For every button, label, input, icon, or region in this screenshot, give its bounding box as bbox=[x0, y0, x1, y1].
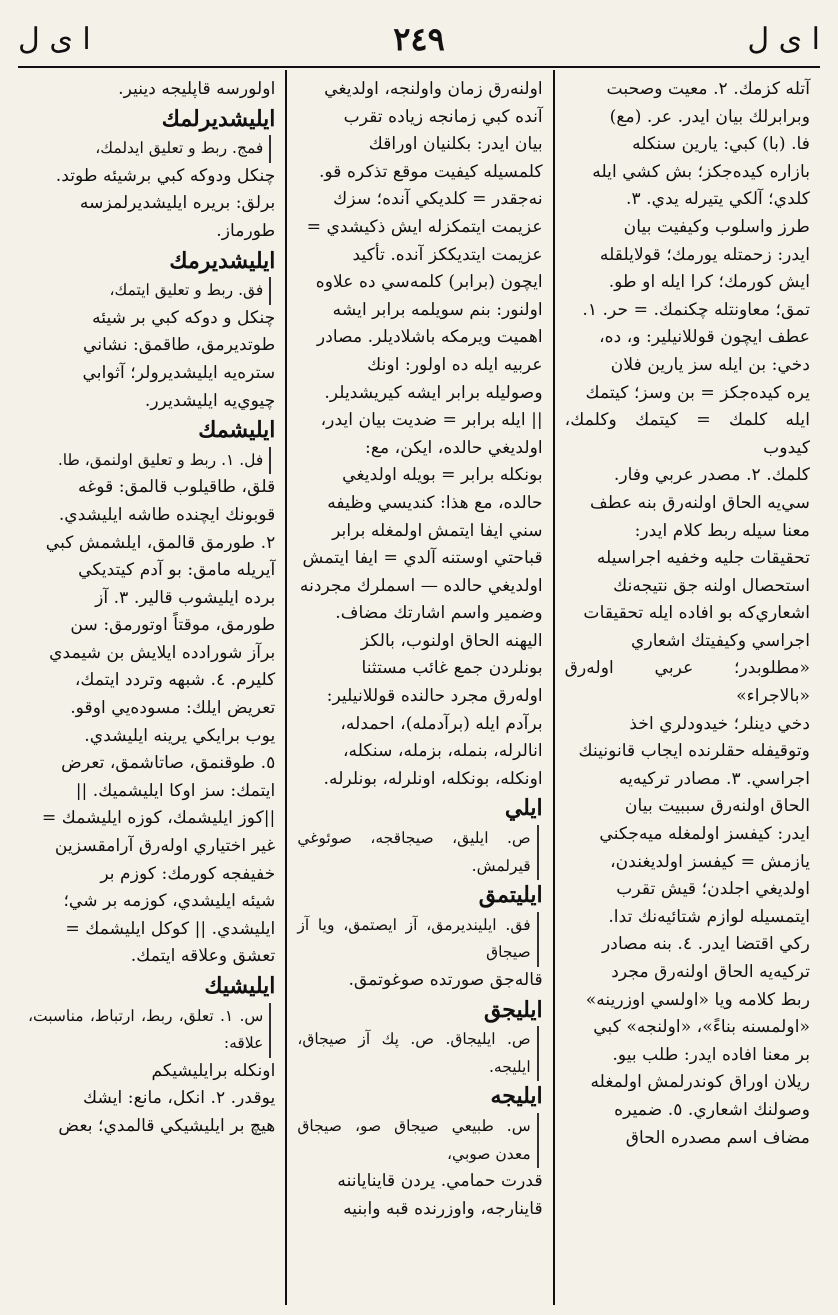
entry-text-line: «اولمسنه بناءً»، «اولنجه» كبي bbox=[593, 1017, 810, 1038]
entry-text-line: اجراسي وكيفيتك اشعاري bbox=[631, 630, 810, 651]
entry-text-line: ستره‌يه ايليشديرولر؛ آثوابي bbox=[82, 362, 276, 383]
entry-text-line: تمق؛ معاونتله چكنمك. = حر. ١. bbox=[582, 299, 810, 320]
entry-text-line: بازاره كيده‌جكز؛ بش كشي ايله bbox=[592, 161, 810, 182]
entry-text-line: آتله كزمك. ٢. معيت وصحبت bbox=[606, 79, 810, 99]
dictionary-entry bbox=[565, 76, 810, 1152]
entry-text-line: طرز واسلوب وكيفيت بيان bbox=[623, 216, 810, 237]
entry-text-line: «مطلوبدر؛ عربي اوله‌رق «بالاجراء» bbox=[564, 658, 810, 707]
headword: ايليشيك bbox=[204, 973, 276, 999]
entry-text-line: استحصال اولنه جق نتيجه‌نك bbox=[613, 575, 810, 596]
grammar-note: فل. ١. ربط و تعليق اولنمق، طا. bbox=[58, 447, 272, 475]
entry-text-line: قاله‌جق صورتده صوغوتمق. bbox=[348, 970, 543, 990]
headword: ايلي bbox=[504, 795, 543, 822]
entry-text-line: قدرت حمامي. يردن قايناياننه bbox=[337, 1171, 543, 1192]
entry-text-line: وضمير واسم اشارتك مضاف. bbox=[335, 603, 543, 624]
entry-text-line: ايچون (برابر) كلمه‌سي ده علاوه bbox=[315, 272, 543, 293]
grammar-note: فق. ايلينديرمق، آز ايصتمق، ويا آز صيجاق bbox=[297, 912, 538, 967]
entry-text-line: وتوقيفله حقلرنده ايجاب قانونينك bbox=[578, 741, 810, 762]
entry-text-line: يوقدر. ٢. انكل، مانع: ايشك bbox=[82, 1088, 276, 1109]
entry-text-line: ايدر: كيفسز اولمغله ميه‌جكني bbox=[599, 824, 810, 845]
entry-text-line: چنكل و دوكه كبي بر شيئه bbox=[92, 307, 276, 328]
column-left bbox=[18, 70, 285, 1305]
entry-text-line: ٥. طوقنمق، صاتاشمق، تعرض bbox=[61, 753, 276, 774]
entry-text-line: يره كيده‌جكز = بن وسز؛ كيتمك bbox=[585, 382, 810, 403]
entry-text-line: ايليشدي. || كوكل ايليشمك = bbox=[65, 918, 276, 939]
entry-text-line: اولورسه قاپليجه دينير. bbox=[118, 79, 276, 99]
columns bbox=[18, 70, 820, 1305]
entry-text-line: دخي دينلر؛ خيدودلري اخذ bbox=[629, 713, 810, 734]
entry-text-line: بيان ايدر: بكلنيان اوراقك bbox=[368, 134, 543, 155]
entry-text-line: بونلردن جمع غائب مستثنا bbox=[361, 658, 543, 679]
entry-text-line: قلق، طاقيلوب قالمق: قوغه bbox=[78, 477, 276, 498]
entry-text-line: معنا سيله ربط كلام ايدر: bbox=[634, 520, 810, 541]
entry-text-line: سي‌يه الحاق اولنه‌رق بنه عطف bbox=[590, 492, 810, 513]
entry-text-line: ايتمسيله لوازم شتائيه‌نك تدا. bbox=[608, 906, 810, 927]
entry-text-line: هيچ بر ايليشيكي قالمدي؛ بعض bbox=[58, 1115, 276, 1136]
entry-text-line: غير اختياري اوله‌رق آرامقسزين bbox=[54, 836, 276, 857]
entry-text-line: وبرابرلك بيان ايدر. عر. (مع) bbox=[609, 106, 810, 127]
entry-text-line: آنده كبي زمانجه زياده تقرب bbox=[343, 106, 543, 127]
headword: ايليجق bbox=[483, 996, 543, 1023]
entry-text-line: اوله‌رق مجرد حالنده قوللانيلير: bbox=[326, 686, 543, 707]
dictionary-entry bbox=[297, 76, 542, 793]
entry-text-line: ربط كلامه ويا «اولسي اوزرينه» bbox=[585, 989, 810, 1010]
page-header bbox=[18, 14, 820, 64]
entry-text-line: عطف ايچون قوللانيلير: و، ده، bbox=[599, 327, 810, 348]
entry-text-line: تعريض ايلك: مسوده‌يي اوقو. bbox=[70, 698, 276, 719]
entry-text-line: الحاق اولنه‌رق سببيت بيان bbox=[624, 796, 810, 817]
headword: ايليجه bbox=[490, 1083, 543, 1110]
entry-text-line: عربيه ايله ده اولور: اونك bbox=[367, 354, 543, 375]
dictionary-entry bbox=[28, 76, 275, 104]
entry-text-line: طوتديرمق، طاقمق: نشاني bbox=[83, 335, 276, 356]
dictionary-entry bbox=[297, 882, 542, 994]
header-left: ا ی ل bbox=[18, 21, 91, 57]
entry-text-line: عزيمت ايتمكزله ايش ذكيشدي = bbox=[306, 216, 543, 237]
entry-text-line: آيريله مامق: بو آدم كيتديكي bbox=[78, 560, 276, 581]
entry-text-line: يازمش = كيفسز اولديغندن، bbox=[610, 851, 810, 872]
entry-text-line: مضاف اسم مصدره الحاق bbox=[625, 1127, 810, 1148]
entry-text-line: كلدي؛ آلكي يتيرله يدي. ٣. bbox=[625, 189, 810, 210]
entry-text-line: تعشق وعلاقه ايتمك. bbox=[130, 946, 276, 967]
entry-text-line: انالرله، بنمله، بزمله، سنكله، bbox=[342, 741, 543, 762]
entry-text-line: كلمسيله كيفيت موقع تذكره قو. bbox=[318, 161, 543, 182]
entry-text-line: ٢. طورمق قالمق، ايلشمش كبي bbox=[45, 532, 276, 553]
entry-text-line: اليهنه الحاق اولنوب، بالكز bbox=[360, 630, 543, 651]
grammar-note: س. طبيعي صيجاق صو، صيجاق معدن صوبي، bbox=[297, 1113, 538, 1168]
entry-text-line: نه‌جقدر = كلديكي آنده؛ سزك bbox=[333, 189, 543, 210]
page-number: ٢٤٩ bbox=[393, 20, 445, 58]
entry-text-line: طورماز. bbox=[216, 220, 276, 241]
headword: ايليتمق bbox=[478, 882, 543, 909]
dictionary-entry bbox=[28, 248, 275, 416]
entry-text-line: اونكله برايليشيكم bbox=[151, 1060, 276, 1081]
headword: ايليشديرلمك bbox=[161, 105, 276, 132]
entry-text-line: شيئه ايليشدي، كوزمه بر شي؛ bbox=[63, 891, 276, 912]
entry-text-line: اولديغي حالده — اسملرك مجردنه bbox=[299, 575, 543, 596]
headword: ايليشمك bbox=[198, 417, 276, 444]
entry-text-line: سني ايفا ايتمش اولمغله برابر bbox=[332, 520, 543, 541]
entry-text-line: ايتمك: سز اوكا ايليشميك. || bbox=[75, 780, 276, 801]
entry-text-line: اولديغي حالده، ايكن، مع: bbox=[365, 437, 543, 458]
dictionary-entry bbox=[28, 106, 275, 246]
column-right bbox=[553, 70, 820, 1305]
entry-text-line: خفيفجه كورمك: كوزم بر bbox=[100, 863, 276, 884]
grammar-note: فمج. ربط و تعليق ايدلمك، bbox=[95, 135, 271, 163]
entry-text-line: اولنور: بنم سويلمه برابر ايشه bbox=[332, 299, 543, 320]
entry-text-line: اولنه‌رق زمان واولنجه، اولديغي bbox=[324, 79, 543, 99]
entry-text-line: فا. (با) كبي: يارين سنكله bbox=[632, 134, 810, 155]
entry-text-line: ايدر: زحمتله يورمك؛ قولايلقله bbox=[599, 244, 810, 265]
entry-text-line: طورمق، موقتاً اوتورمق: سن bbox=[70, 615, 276, 636]
entry-text-line: اجراسي. ٣. مصادر تركيه‌يه bbox=[618, 768, 810, 789]
entry-text-line: ايله كلمك = كيتمك وكلمك، كيدوب bbox=[564, 410, 810, 458]
grammar-note: ص. ايليجاق. ص. پك آز صيجاق، ايليجه. bbox=[297, 1026, 538, 1081]
entry-text-line: اشعاري‌كه بو افاده ايله تحقيقات bbox=[583, 603, 810, 624]
entry-text-line: ||كوز ايليشمك، كوزه ايليشمك = bbox=[41, 808, 276, 829]
column-middle bbox=[285, 70, 552, 1305]
entry-text-line: قباحتي اوستنه آلدي = ايفا ايتمش bbox=[302, 548, 543, 569]
entry-text-line: قاينارجه، واوزرنده قبه وابنيه bbox=[343, 1198, 543, 1219]
entry-text-line: عزيمت ايتديككز آنده. تأكيد bbox=[352, 244, 543, 265]
entry-text-line: كليرم. ٤. شبهه وتردد ايتمك، bbox=[74, 670, 276, 691]
entry-text-line: بونكله برابر = بويله اولديغي bbox=[342, 465, 543, 486]
dictionary-entry bbox=[28, 417, 275, 971]
entry-text-line: حالده، مع هذا: كنديسي وظيفه bbox=[327, 492, 543, 513]
entry-text-line: اولديغي اجلدن؛ قيش تقرب bbox=[616, 879, 810, 900]
entry-text-line: قوبونك ايچنده طاشه ايليشدي. bbox=[58, 504, 276, 525]
entry-text-line: برده ايليشوب قالير. ٣. آز bbox=[95, 587, 276, 608]
entry-text-line: وصوليله برابر ايشه كيريشديلر. bbox=[324, 382, 543, 403]
entry-text-line: تركيه‌يه الحاق اولنه‌رق مجرد bbox=[611, 962, 810, 982]
dictionary-entry bbox=[297, 1083, 542, 1223]
header-rule bbox=[18, 66, 820, 68]
grammar-note: س. ١. تعلق، ربط، ارتباط، مناسبت، علاقه: bbox=[28, 1003, 271, 1058]
entry-text-line: اهميت ويرمكه باشلاديلر. مصادر bbox=[316, 327, 543, 348]
entry-text-line: دخي: بن ايله سز يارين فلان bbox=[610, 354, 810, 375]
dictionary-entry bbox=[297, 997, 542, 1082]
dictionary-entry bbox=[28, 973, 275, 1141]
dictionary-entry bbox=[297, 795, 542, 880]
entry-text-line: تحقيقات جليه وخفيه اجراسيله bbox=[596, 548, 810, 569]
entry-text-line: كلمك. ٢. مصدر عربي وفار. bbox=[613, 465, 810, 486]
entry-text-line: برلق: بريره ايليشديرلمزسه bbox=[79, 193, 276, 214]
entry-text-line: برآز شورادده ايلايش بن شيمدي bbox=[49, 642, 276, 663]
headword: ايليشديرمك bbox=[169, 247, 276, 274]
grammar-note: فق. ربط و تعليق ايتمك، bbox=[110, 277, 272, 305]
entry-text-line: وصولنك اشعاري. ٥. ضميره bbox=[614, 1099, 810, 1120]
entry-text-line: برآدم ايله (برآدمله)، احمدله، bbox=[340, 713, 543, 734]
entry-text-line: بر معنا افاده ايدر: طلب بيو. bbox=[612, 1044, 810, 1065]
entry-text-line: ريلان اوراق كوندرلمش اولمغله bbox=[590, 1072, 810, 1093]
entry-text-line: ركي اقتضا ايدر. ٤. بنه مصادر bbox=[602, 934, 810, 955]
entry-text-line: اونكله، بونكله، اونلرله، بونلرله. bbox=[323, 768, 543, 789]
entry-text-line: يوب برايكي يرينه ايليشدي. bbox=[84, 725, 276, 746]
header-right: ا ی ل bbox=[747, 21, 820, 57]
grammar-note: ص. ايليق، صيجاقجه، صوئوغي قيرلمش. bbox=[297, 825, 538, 880]
entry-text-line: ايش كورمك؛ كرا ايله او طو. bbox=[608, 272, 810, 293]
entry-text-line: || ايله برابر = ضديت بيان ايدر، bbox=[320, 410, 543, 431]
entry-text-line: چيوي‌يه ايليشديرر. bbox=[144, 390, 276, 411]
entry-text-line: چنكل ودوكه كبي برشيئه طوتد. bbox=[55, 165, 276, 186]
